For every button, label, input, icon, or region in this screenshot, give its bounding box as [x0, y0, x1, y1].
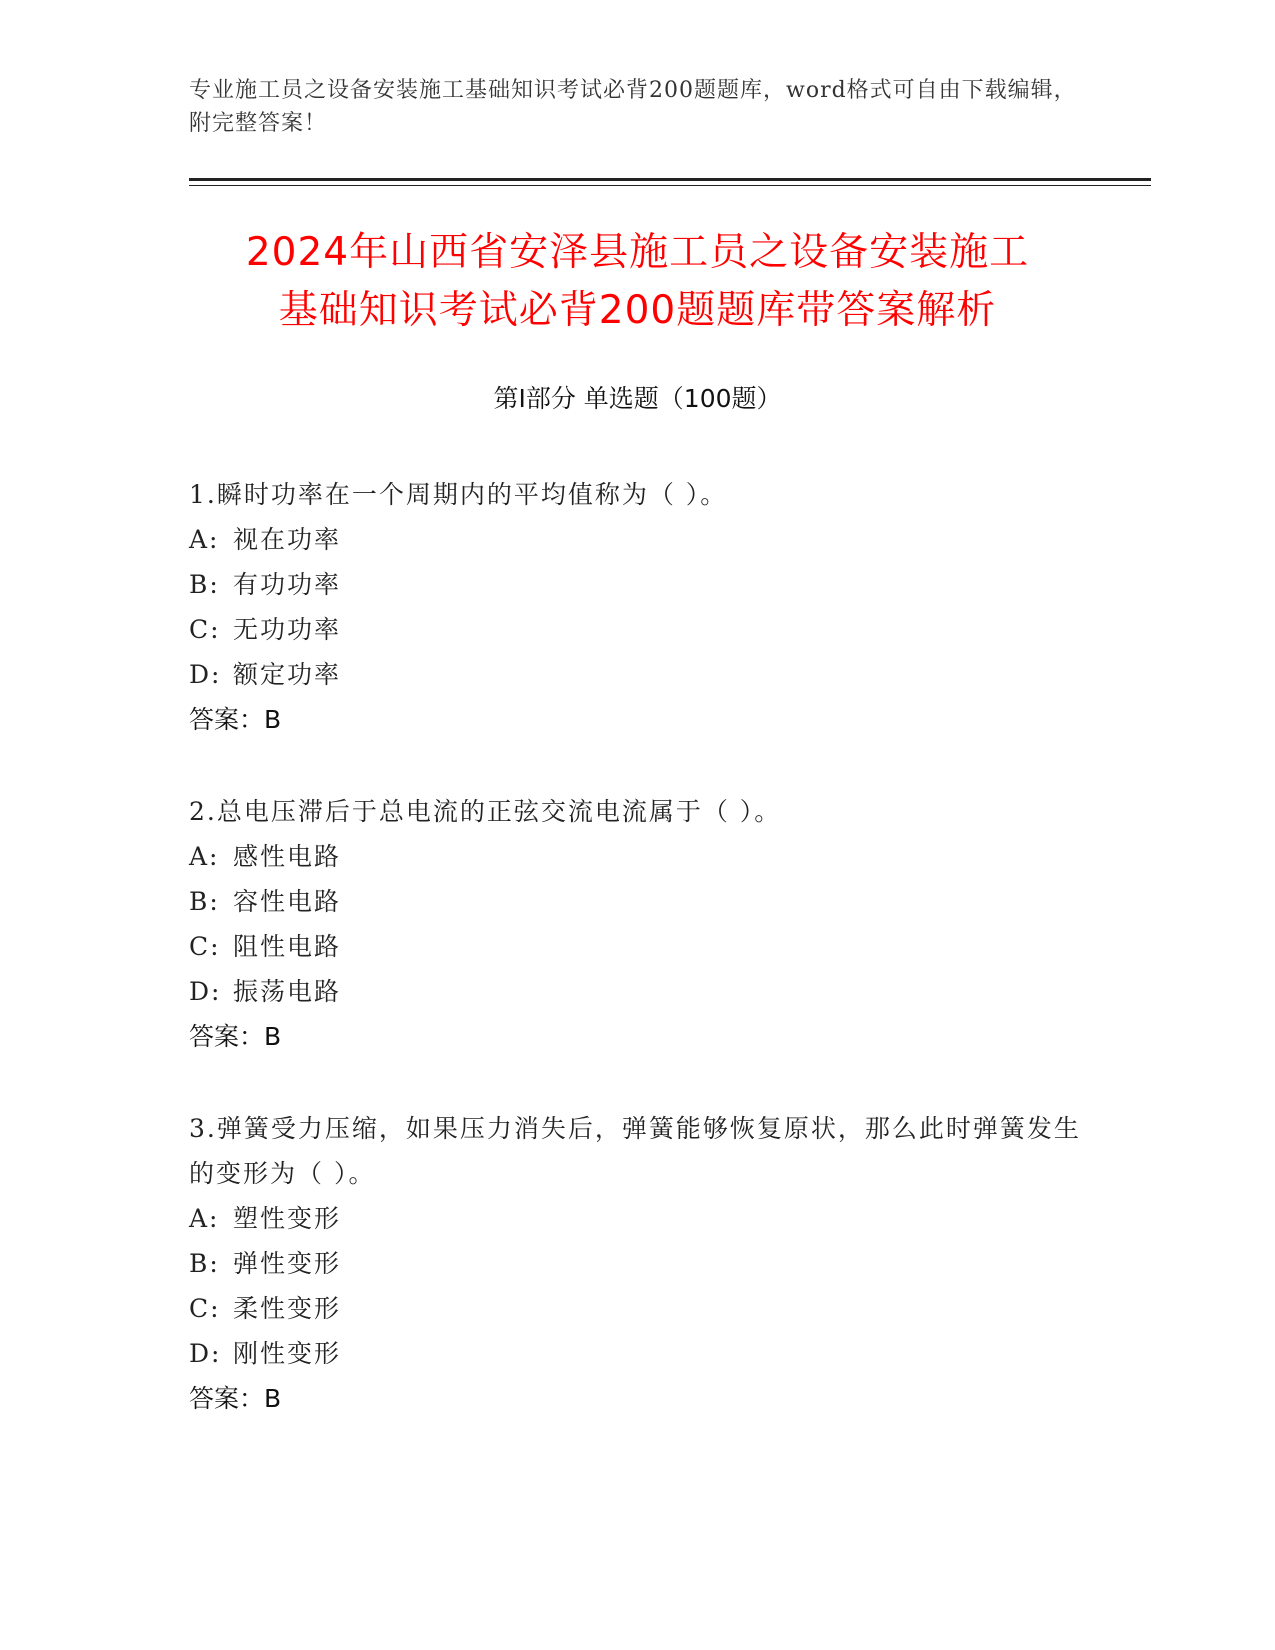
option-c — [189, 607, 1089, 652]
document-title-line-2: 基础知识考试必背200题题库带答案解析 — [278, 288, 997, 333]
question-1 — [189, 472, 1089, 742]
option-b — [189, 879, 1089, 924]
header-note: 专业施工员之设备安装施工基础知识考试必背200题题库，word格式可自由下载编辑，附完整答案！ — [189, 78, 1077, 136]
question-3 — [189, 1106, 1089, 1421]
option-a — [189, 1196, 1089, 1241]
question-2 — [189, 789, 1089, 1059]
option-text: 弹性变形 — [233, 1249, 342, 1278]
answer-line: 答案：B — [189, 1384, 282, 1413]
option-text: 额定功率 — [233, 660, 342, 689]
option-text: 阻性电路 — [233, 932, 342, 961]
option-text: 振荡电路 — [233, 977, 342, 1006]
document-title-line-1: 2024年山西省安泽县施工员之设备安装施工 — [245, 230, 1030, 275]
option-letter: B: — [189, 570, 220, 599]
option-letter: A: — [189, 842, 220, 871]
question-stem: 3.弹簧受力压缩，如果压力消失后，弹簧能够恢复原状，那么此时弹簧发生的变形为（ ）。 — [189, 1114, 1081, 1188]
option-text: 塑性变形 — [233, 1204, 342, 1233]
option-letter: D: — [189, 660, 222, 689]
option-text: 无功功率 — [233, 615, 342, 644]
header-divider-thick — [189, 178, 1151, 181]
option-letter: C: — [189, 1294, 221, 1323]
option-d — [189, 1331, 1089, 1376]
option-text: 感性电路 — [233, 842, 342, 871]
header-divider-thin — [189, 185, 1151, 186]
option-c — [189, 1286, 1089, 1331]
option-letter: B: — [189, 887, 220, 916]
question-stem: 2.总电压滞后于总电流的正弦交流电流属于（ ）。 — [189, 797, 782, 826]
option-b — [189, 562, 1089, 607]
option-d — [189, 652, 1089, 697]
document-title — [160, 224, 1115, 340]
option-text: 刚性变形 — [233, 1339, 342, 1368]
option-letter: D: — [189, 977, 222, 1006]
option-text: 有功功率 — [233, 570, 342, 599]
answer-line: 答案：B — [189, 705, 282, 734]
option-text: 柔性变形 — [233, 1294, 342, 1323]
option-letter: C: — [189, 615, 221, 644]
option-letter: D: — [189, 1339, 222, 1368]
question-stem: 1.瞬时功率在一个周期内的平均值称为（ ）。 — [189, 480, 728, 509]
option-a — [189, 834, 1089, 879]
option-b — [189, 1241, 1089, 1286]
option-text: 视在功率 — [233, 525, 342, 554]
option-d — [189, 969, 1089, 1014]
option-letter: C: — [189, 932, 221, 961]
option-a — [189, 517, 1089, 562]
section-title: 第Ⅰ部分 单选题（100题） — [493, 384, 782, 413]
answer-line: 答案：B — [189, 1022, 282, 1051]
option-letter: B: — [189, 1249, 220, 1278]
option-c — [189, 924, 1089, 969]
option-letter: A: — [189, 525, 220, 554]
option-letter: A: — [189, 1204, 220, 1233]
option-text: 容性电路 — [233, 887, 342, 916]
